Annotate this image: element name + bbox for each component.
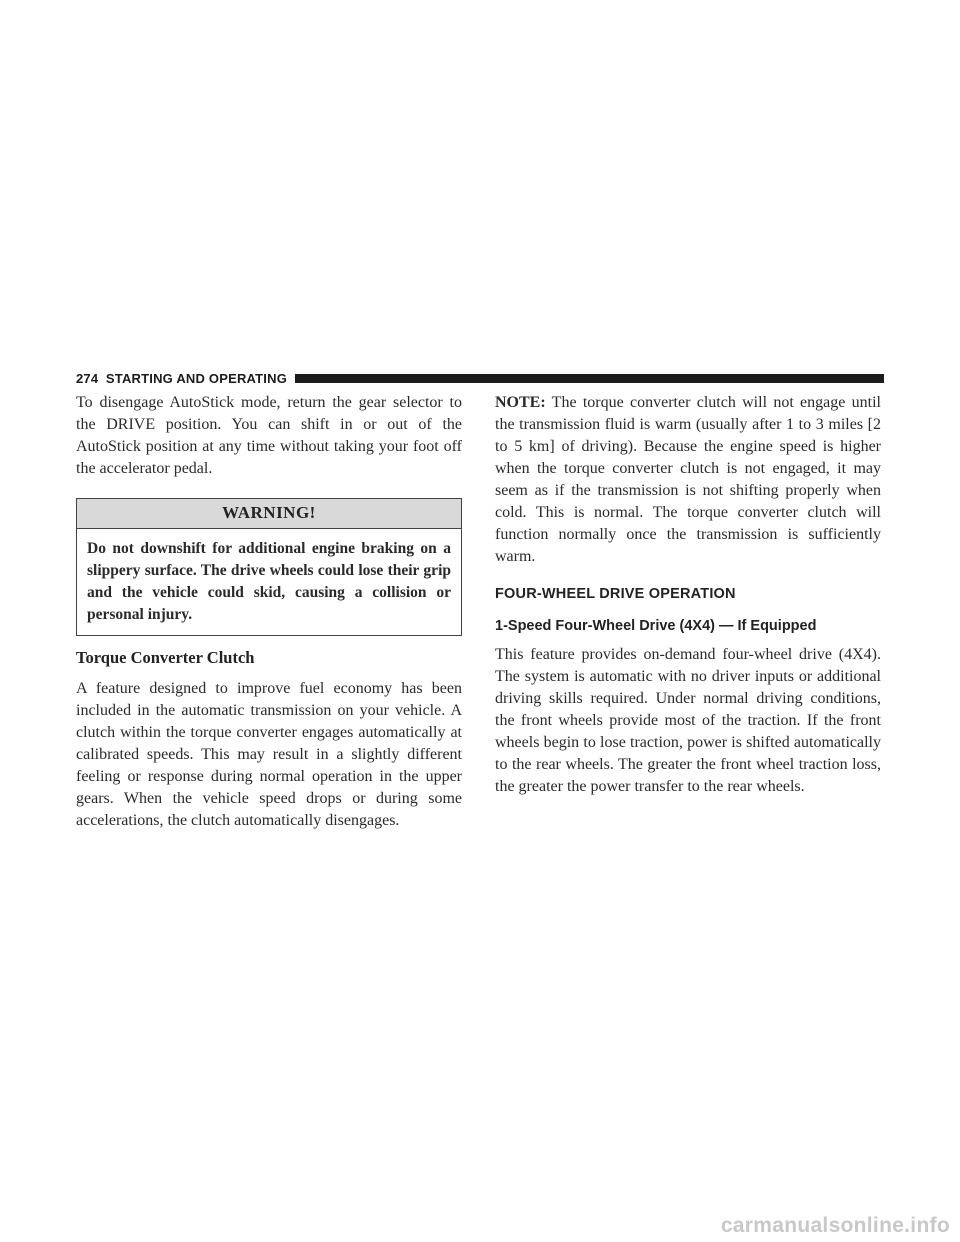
one-speed-4x4-heading: 1-Speed Four-Wheel Drive (4X4) — If Equipped [495,618,817,634]
note-text: The torque converter clutch will not engage until the transmission fluid is warm (usually after 1 to 3 miles [2 to 5 km] of driving). Because the engine speed is higher when the torque converter clutch is not engaged, it may seem as if the transmission is not shifting properly when cold. This is normal. The torque converter clutch will function normally once the transmission is sufficiently warm. [495,394,881,565]
four-wheel-drive-heading: FOUR-WHEEL DRIVE OPERATION [495,586,736,602]
warning-box [76,498,462,636]
torque-converter-paragraph: A feature designed to improve fuel economy has been included in the automatic transmission on your vehicle. A clutch within the torque converter engages automatically at calibrated speeds. This may result in a slightly different feeling or response during normal operation in the upper gears. When the vehicle speed drops or during some accelerations, the clutch automatically disengages. [76,680,462,829]
note-paragraph [495,392,881,568]
section-title: STARTING AND OPERATING [105,370,288,386]
page-header [76,370,884,386]
torque-converter-heading: Torque Converter Clutch [76,648,255,667]
right-column [495,392,881,798]
warning-title: WARNING! [77,499,461,529]
note-label: NOTE: [495,394,546,411]
autostick-paragraph: To disengage AutoStick mode, return the gear selector to the DRIVE position. You can shift in or out of the AutoStick position at any time without taking your foot off the accelerator pedal. [76,394,462,477]
four-wheel-drive-paragraph: This feature provides on-demand four-wheel drive (4X4). The system is automatic with no driver inputs or additional driving skills required. Under normal driving conditions, the front wheels provide most of the traction. If the front wheels begin to lose traction, power is shifted automatically to the rear wheels. The greater the front wheel traction loss, the greater the power transfer to the rear wheels. [495,646,881,795]
page-header-text [76,371,295,386]
watermark-text: carmanualsonline.info [720,1214,950,1237]
warning-body: Do not downshift for additional engine braking on a slippery surface. The drive wheels could lose their grip and the vehicle could skid, causing a collision or personal injury. [87,540,451,623]
header-rule [295,374,884,383]
left-column [76,392,462,832]
page-number: 274 [76,370,99,386]
